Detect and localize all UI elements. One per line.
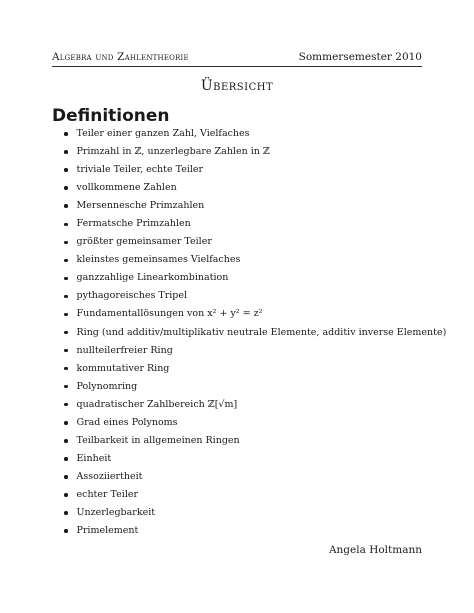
list-item-text: triviale Teiler, echte Teiler	[76, 164, 204, 176]
list-item	[64, 342, 446, 360]
list-item-text: Polynomring	[76, 380, 138, 392]
list-item-text: Grad eines Polynoms	[76, 416, 178, 428]
list-item	[64, 468, 446, 486]
bullet-icon	[64, 186, 68, 190]
bullet-icon	[64, 367, 68, 371]
bullet-icon	[64, 331, 68, 335]
list-item-text: Assoziiertheit	[76, 470, 143, 482]
bullet-icon	[64, 529, 68, 533]
list-item-text: pythagoreisches Tripel	[76, 290, 188, 302]
bullet-icon	[64, 439, 68, 443]
bullet-icon	[64, 204, 68, 208]
list-item-text: Fundamentallösungen von x² + y² = z²	[76, 308, 263, 320]
list-item-text: Fermatsche Primzahlen	[76, 218, 191, 230]
list-item	[64, 324, 446, 342]
list-item-text: Primelement	[76, 525, 139, 537]
list-item	[64, 378, 446, 396]
list-item-text: kleinstes gemeinsames Vielfaches	[76, 254, 241, 266]
bullet-icon	[64, 493, 68, 497]
author-name: Angela Holtmann	[328, 544, 422, 556]
list-item	[64, 269, 446, 287]
list-item-text: Primzahl in ℤ, unzerlegbare Zahlen in ℤ	[76, 146, 270, 158]
list-item-text: Unzerlegbarkeit	[76, 506, 156, 518]
list-item	[64, 143, 446, 161]
bullet-icon	[64, 259, 68, 263]
list-item	[64, 179, 446, 197]
list-item	[64, 396, 446, 414]
list-item-text: Ring (und additiv/multiplikativ neutrale Elemente, additiv inverse Elemente)	[76, 326, 447, 338]
bullet-icon	[64, 511, 68, 515]
bullet-icon	[64, 277, 68, 281]
list-item-text: größter gemeinsamer Teiler	[76, 236, 212, 248]
list-item	[64, 504, 446, 522]
list-item	[64, 450, 446, 468]
bullet-icon	[64, 150, 68, 154]
list-item	[64, 486, 446, 504]
bullet-icon	[64, 385, 68, 389]
list-item-text: Teiler einer ganzen Zahl, Vielfaches	[76, 128, 250, 139]
bullet-icon	[64, 349, 68, 353]
list-item-text: nullteilerfreier Ring	[76, 344, 173, 356]
bullet-icon	[64, 168, 68, 172]
list-item	[64, 360, 446, 378]
list-item-text: Einheit	[76, 452, 112, 464]
list-item-text: Mersennesche Primzahlen	[76, 200, 205, 212]
list-item	[64, 161, 446, 179]
list-item	[64, 251, 446, 269]
list-item-text: echter Teiler	[76, 488, 139, 500]
list-item-text: kommutativer Ring	[76, 362, 170, 374]
list-item	[64, 522, 446, 540]
list-item-text: quadratischer Zahlbereich ℤ[√m]	[76, 398, 238, 410]
list-item-text: ganzzahlige Linearkombination	[76, 272, 229, 284]
section-heading: Definitionen	[52, 106, 170, 126]
running-header	[52, 51, 422, 63]
bullet-icon	[64, 241, 68, 245]
list-item	[64, 233, 446, 251]
list-item	[64, 215, 446, 233]
bullet-icon	[64, 223, 68, 227]
course-title: Algebra und Zahlentheorie	[52, 51, 189, 63]
bullet-icon	[64, 403, 68, 407]
semester-label: Sommersemester 2010	[298, 51, 422, 63]
bullet-icon	[64, 132, 68, 136]
list-item-text: Teilbarkeit in allgemeinen Ringen	[76, 434, 240, 446]
bullet-icon	[64, 475, 68, 479]
header-rule	[52, 66, 422, 67]
bullet-icon	[64, 421, 68, 425]
bullet-icon	[64, 295, 68, 299]
bullet-icon	[64, 313, 68, 317]
list-item-text: vollkommene Zahlen	[76, 182, 177, 194]
list-item	[64, 197, 446, 215]
list-item	[64, 305, 446, 323]
definitions-list	[64, 125, 446, 540]
page-title: Übersicht	[200, 78, 274, 94]
list-item	[64, 287, 446, 305]
bullet-icon	[64, 457, 68, 461]
list-item	[64, 414, 446, 432]
list-item	[64, 432, 446, 450]
list-item	[64, 125, 446, 143]
